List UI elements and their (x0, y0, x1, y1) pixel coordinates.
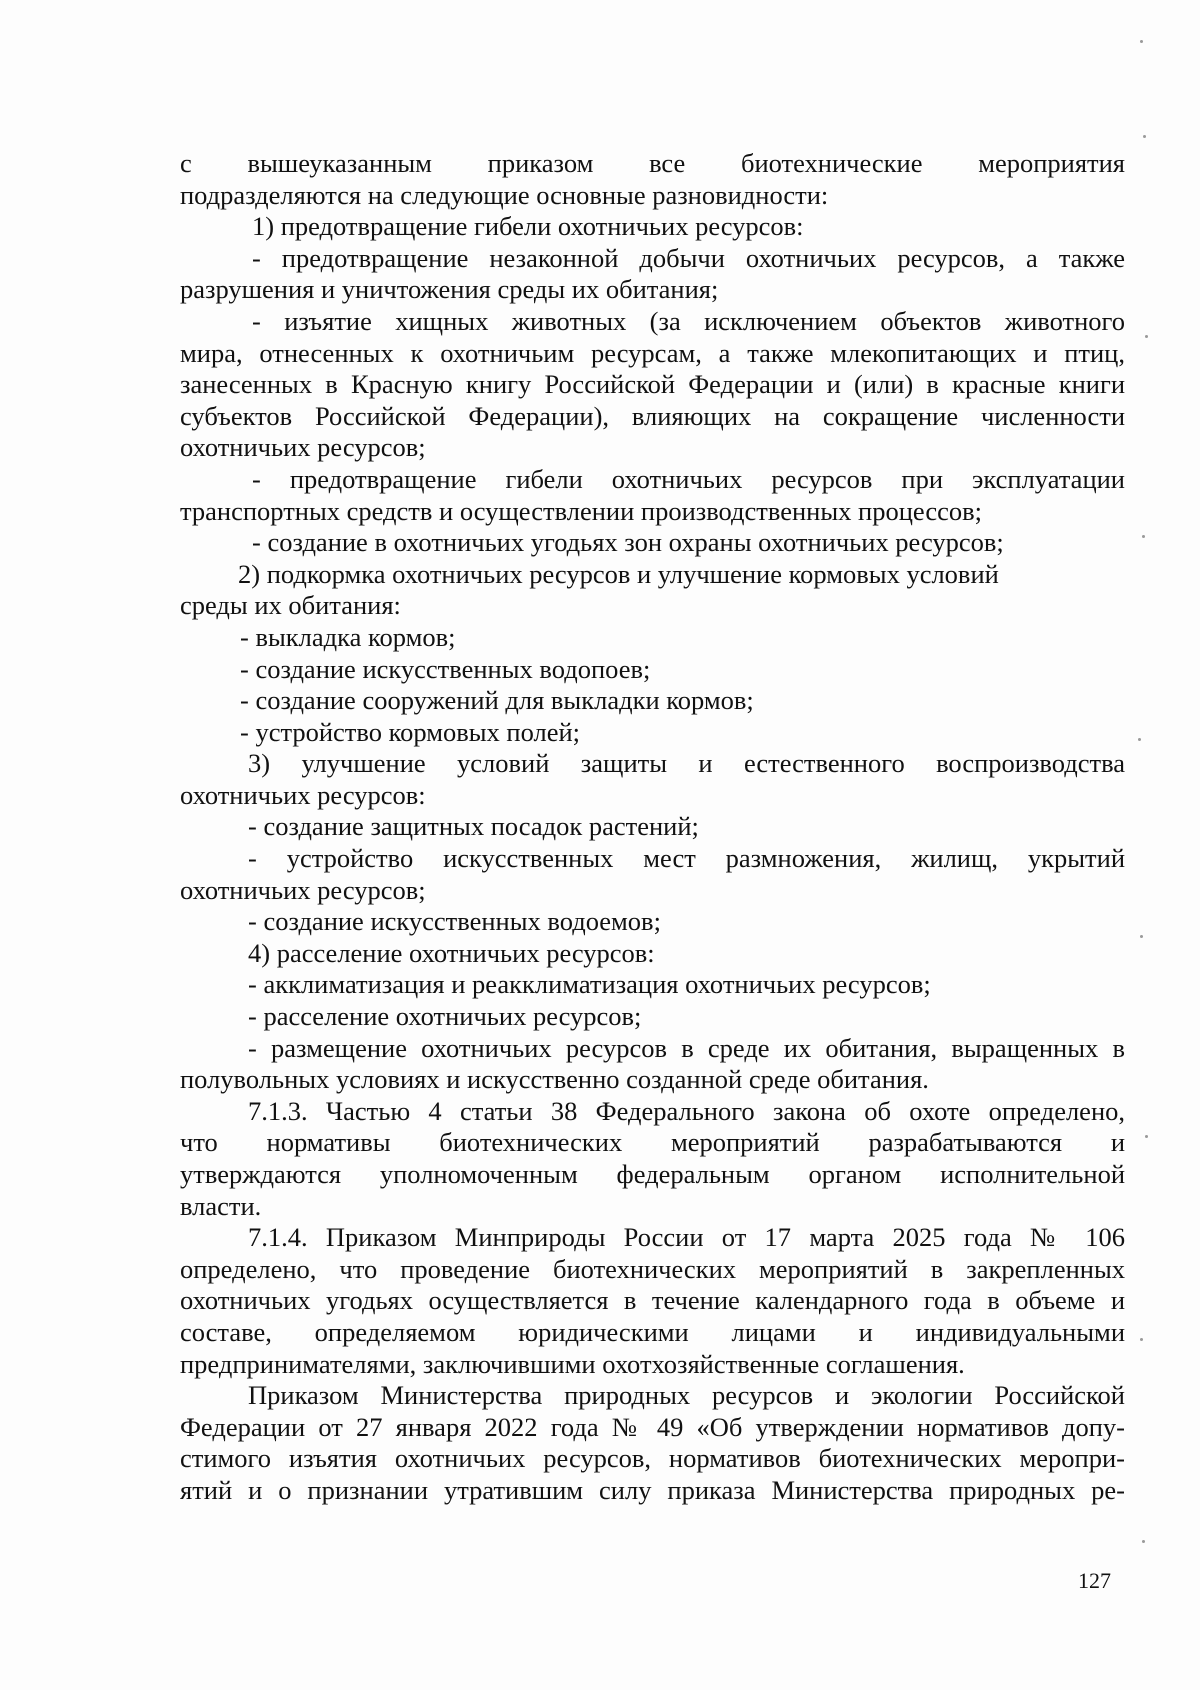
list-item: - расселение охотничьих ресурсов; (248, 1001, 642, 1032)
text-line: занесенных в Красную книгу Российской Федерации и (или) в красные книги (180, 369, 1125, 400)
section-paragraph: 7.1.4. Приказом Минприроды России от 17 марта 2025 года № 106 (248, 1222, 1125, 1253)
list-item: - создание защитных посадок растений; (248, 811, 699, 842)
text-line: разрушения и уничтожения среды их обитания; (180, 274, 719, 305)
text-line: стимого изъятия охотничьих ресурсов, нормативов биотехнических меропри- (180, 1443, 1125, 1474)
document-body (180, 148, 1125, 1507)
page-number: 127 (1078, 1568, 1111, 1593)
text-line: ятий и о признании утратившим силу приказа Министерства природных ре- (180, 1474, 1125, 1505)
text-line: предпринимателями, заключившими охотхозяйственные соглашения. (180, 1348, 965, 1379)
scan-speck (1142, 535, 1145, 538)
list-item: - изъятие хищных животных (за исключением объектов животного (252, 305, 1125, 336)
list-item: - устройство искусственных мест размножения, жилищ, укрытий (248, 843, 1125, 874)
list-item: - размещение охотничьих ресурсов в среде их обитания, выращенных в (248, 1032, 1125, 1063)
text-line: составе, определяемом юридическими лицами и индивидуальными (180, 1316, 1125, 1347)
list-heading: 3) улучшение условий защиты и естественного воспроизводства (248, 748, 1125, 779)
text-line: транспортных средств и осуществлении производственных процессов; (180, 495, 982, 526)
scan-speck (1138, 738, 1141, 741)
list-item: - создание в охотничьих угодьях зон охраны охотничьих ресурсов; (252, 527, 1004, 558)
text-line: Федерации от 27 января 2022 года № 49 «Об утверждении нормативов допу- (180, 1411, 1125, 1442)
text-line: определено, что проведение биотехнических мероприятий в закрепленных (180, 1253, 1125, 1284)
text-line: среды их обитания: (180, 590, 401, 621)
scan-speck (1142, 1540, 1145, 1543)
text-line: охотничьих ресурсов; (180, 874, 426, 905)
text-line: охотничьих ресурсов; (180, 432, 426, 463)
list-item: - предотвращение незаконной добычи охотничьих ресурсов, а также (252, 242, 1125, 273)
text-line: мира, отнесенных к охотничьим ресурсам, а также млекопитающих и птиц, (180, 337, 1125, 368)
text-line: подразделяются на следующие основные разновидности: (180, 179, 829, 210)
list-heading: 1) предотвращение гибели охотничьих ресурсов: (252, 211, 804, 242)
scan-speck (1145, 1135, 1148, 1138)
list-item: - предотвращение гибели охотничьих ресурсов при эксплуатации (252, 463, 1125, 494)
section-paragraph: 7.1.3. Частью 4 статьи 38 Федерального закона об охоте определено, (248, 1095, 1125, 1126)
text-line: субъектов Российской Федерации), влияющих на сокращение численности (180, 400, 1125, 431)
list-item: - создание сооружений для выкладки кормов; (240, 685, 754, 716)
list-item: - выкладка кормов; (240, 621, 456, 652)
text-line: с вышеуказанным приказом все биотехнические мероприятия (180, 148, 1125, 178)
text-line: охотничьих ресурсов: (180, 779, 426, 810)
scan-speck (1140, 40, 1143, 43)
list-item: - акклиматизация и реакклиматизация охотничьих ресурсов; (248, 969, 931, 1000)
text-line: власти. (180, 1190, 262, 1221)
text-line: охотничьих угодьях осуществляется в течение календарного года в объеме и (180, 1285, 1125, 1316)
list-item: - создание искусственных водопоев; (240, 653, 651, 684)
text-line: полувольных условиях и искусственно созданной среде обитания. (180, 1064, 929, 1095)
list-heading: 4) расселение охотничьих ресурсов: (248, 937, 655, 968)
scan-speck (1140, 1338, 1143, 1341)
text-line: что нормативы биотехнических мероприятий разрабатываются и (180, 1127, 1125, 1158)
scan-speck (1145, 335, 1148, 338)
list-item: - создание искусственных водоемов; (248, 906, 661, 937)
list-heading: 2) подкормка охотничьих ресурсов и улучшение кормовых условий (238, 558, 999, 589)
scan-speck (1140, 935, 1143, 938)
list-item: - устройство кормовых полей; (240, 716, 581, 747)
scan-speck (1143, 135, 1146, 138)
paragraph: Приказом Министерства природных ресурсов и экологии Российской (248, 1380, 1125, 1411)
text-line: утверждаются уполномоченным федеральным органом исполнительной (180, 1159, 1125, 1189)
